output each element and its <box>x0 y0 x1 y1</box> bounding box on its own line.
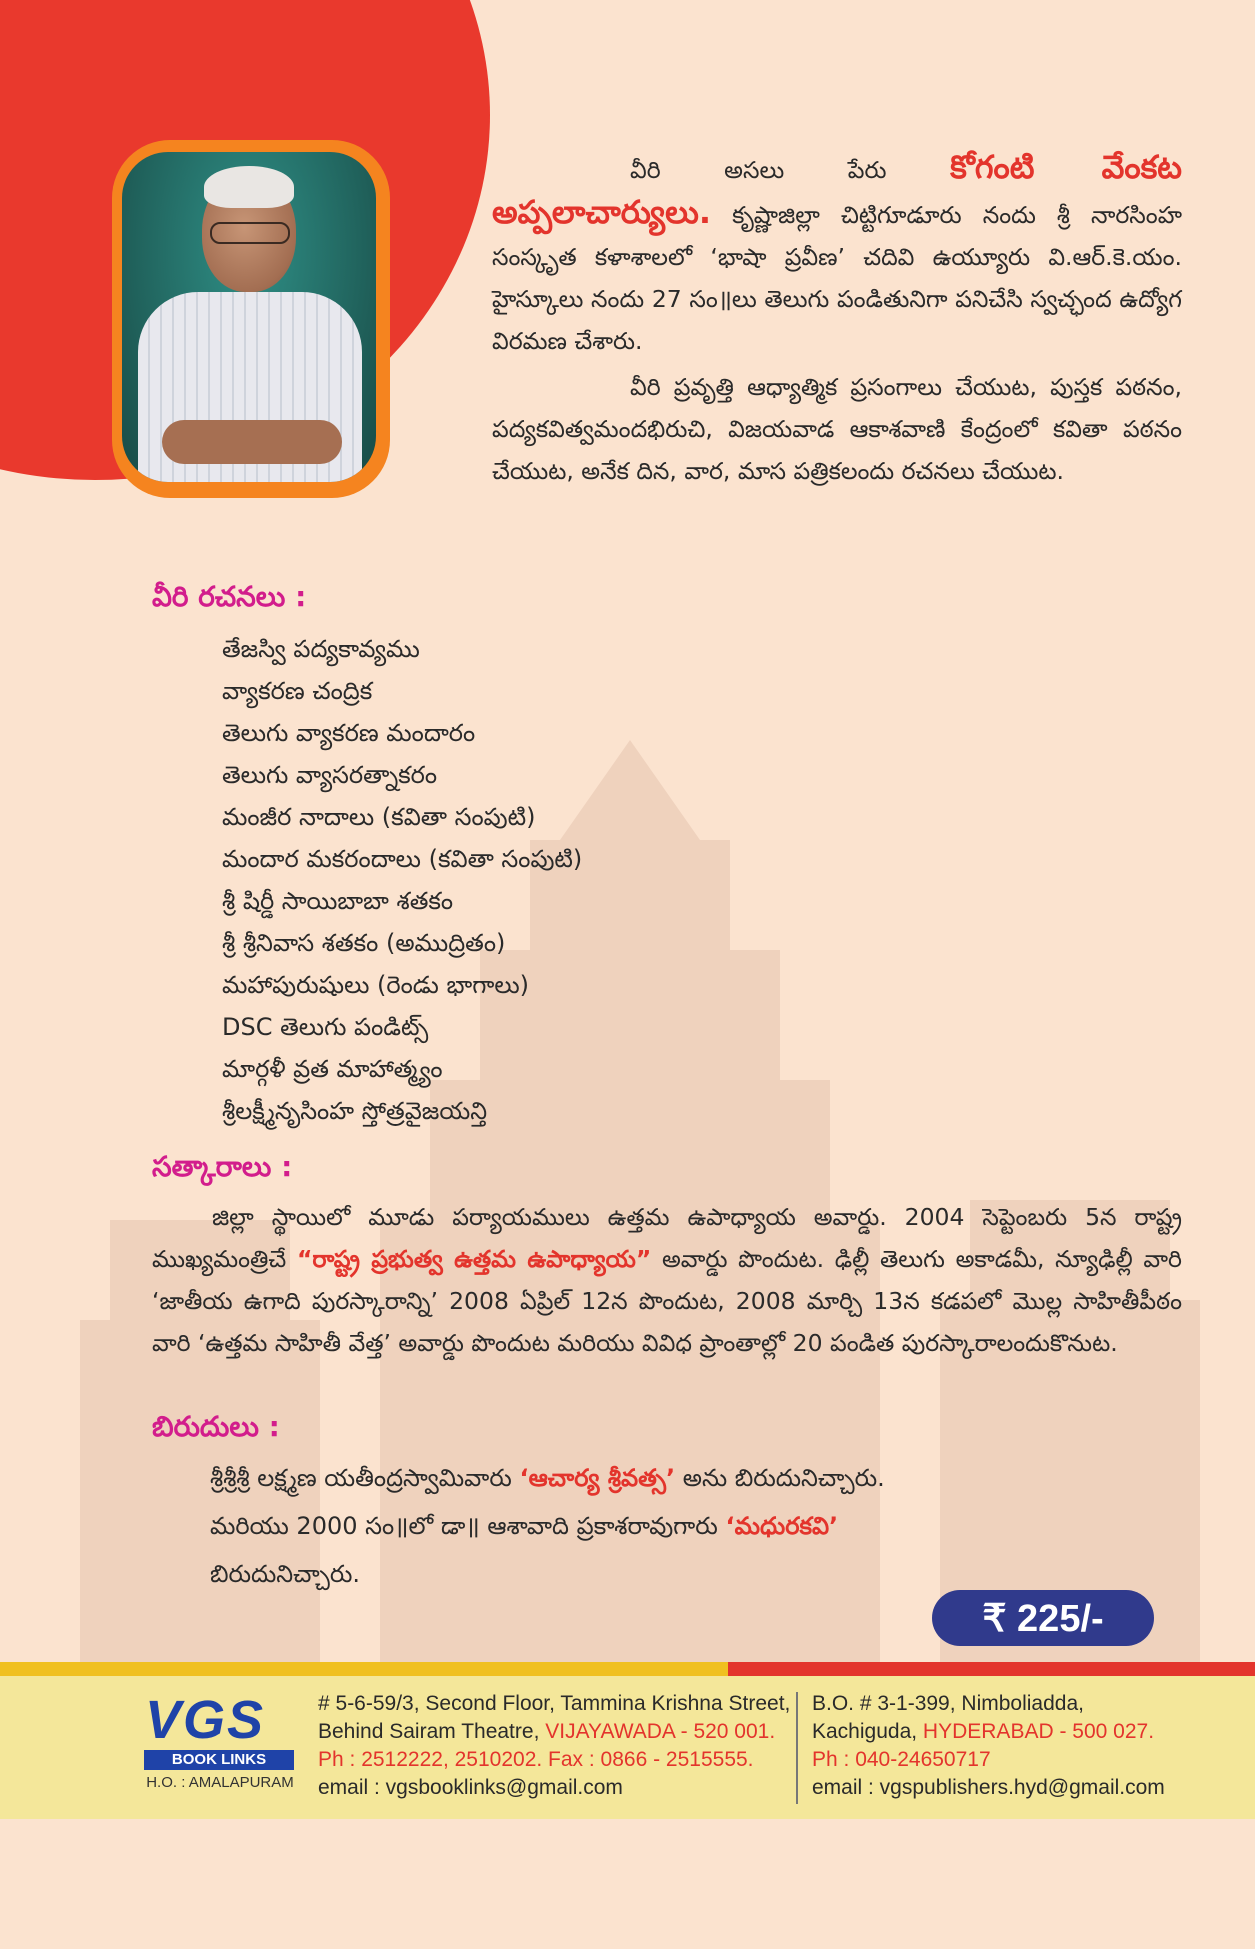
titles-line-1 <box>210 1454 1190 1502</box>
awards-text <box>152 1196 1182 1364</box>
intro-p2-text: వీరి ప్రవృత్తి ఆధ్యాత్మిక ప్రసంగాలు చేయుట, పుస్తక పఠనం, పద్యకవిత్వమందభిరుచి, విజయవాడ ఆకాశవాణి కేంద్రంలో కవితా పఠనం చేయుట, అనేక దిన, వార, మాస పత్రికలందు రచనలు చేయుట. <box>492 373 1182 485</box>
footer-stripe <box>0 1662 1255 1676</box>
author-photo <box>122 152 376 482</box>
title-acharya-srivatsa: ‘ఆచార్య శ్రీవత్స’ <box>519 1464 676 1492</box>
titles-line2-a: మరియు 2000 సం॥లో డా॥ ఆశావాది ప్రకాశరావుగారు <box>210 1512 718 1540</box>
publisher-logo <box>110 1692 300 1800</box>
list-item: శ్రీ శ్రీనివాస శతకం (అముద్రితం) <box>222 929 506 957</box>
footer-bottom-band <box>0 1819 1255 1949</box>
awards-text-b: అవార్డు పొందుట. ఢిల్లీ తెలుగు అకాడమీ, న్యూఢిల్లీ వారి ‘జాతీయ ఉగాది పురస్కారాన్ని’ 2008 ఏప్రిల్ 12న పొందుట, 2008 మార్చి 13న కడపలో మొల్ల సాహితీపీఠం వారి ‘ఉత్తమ సాహితీ వేత్త’ అవార్డు పొందుట మరియు వివిధ ప్రాంతాల్లో 20 పండిత పురస్కారాలందుకొనుట. <box>152 1245 1182 1357</box>
works-list <box>222 628 582 1132</box>
author-intro <box>492 146 1182 492</box>
awards-heading: సత్కారాలు : <box>152 1150 293 1183</box>
address-email: email : vgsbooklinks@gmail.com <box>318 1776 623 1799</box>
address-line: B.O. # 3-1-399, Nimboliadda, <box>812 1692 1084 1715</box>
author-glasses <box>210 222 290 244</box>
list-item: మహాపురుషులు (రెండు భాగాలు) <box>222 971 530 999</box>
list-item: శ్రీలక్ష్మీనృసింహ స్తోత్రవైజయన్తి <box>222 1097 488 1125</box>
list-item: తేజస్వి పద్యకావ్యము <box>222 635 420 663</box>
price-badge: ₹ 225/- <box>932 1590 1154 1646</box>
address-line: # 5-6-59/3, Second Floor, Tammina Krishna Street, <box>318 1692 791 1715</box>
author-hair <box>204 166 294 208</box>
titles-text <box>210 1454 1190 1598</box>
list-item: మంజీర నాదాలు (కవితా సంపుటి) <box>222 803 536 831</box>
address-city: HYDERABAD - 500 027. <box>922 1720 1155 1743</box>
author-arms <box>162 420 342 464</box>
works-heading: వీరి రచనలు : <box>152 580 307 613</box>
address-city: VIJAYAWADA - 520 001. <box>545 1720 776 1743</box>
address-email: email : vgspublishers.hyd@gmail.com <box>812 1776 1165 1799</box>
vijayawada-address <box>318 1690 790 1802</box>
intro-lead: వీరి అసలు పేరు <box>630 156 887 184</box>
intro-paragraph-1 <box>492 146 1182 362</box>
logo-wordmark: VGS <box>144 1690 266 1750</box>
address-phone: Ph : 040-24650717 <box>812 1748 991 1771</box>
footer-divider <box>796 1692 798 1804</box>
titles-line1-a: శ్రీశ్రీశ్రీ లక్ష్మణ యతీంద్రస్వామివారు <box>210 1464 512 1492</box>
list-item: DSC తెలుగు పండిట్స్ <box>222 1013 429 1041</box>
titles-line1-b: అను బిరుదునిచ్చారు. <box>682 1464 885 1492</box>
list-item: తెలుగు వ్యాకరణ మందారం <box>222 719 476 747</box>
list-item: తెలుగు వ్యాసరత్నాకరం <box>222 761 438 789</box>
address-street: Behind Sairam Theatre, <box>318 1720 546 1743</box>
list-item: మందార మకరందాలు (కవితా సంపుటి) <box>222 845 583 873</box>
intro-rest: కృష్ణాజిల్లా చిట్టిగూడూరు నందు శ్రీ నారసింహ సంస్కృత కళాశాలలో ‘భాషా ప్రవీణ’ చదివి ఉయ్యూరు వి.ఆర్.కె.యం. హైస్కూలు నందు 27 సం॥లు తెలుగు పండితునిగా పనిచేసి స్వచ్ఛంద ఉద్యోగ విరమణ చేశారు. <box>492 201 1182 355</box>
address-line <box>812 1718 1165 1746</box>
titles-heading: బిరుదులు : <box>152 1410 280 1443</box>
titles-line-3: బిరుదునిచ్చారు. <box>210 1560 360 1588</box>
logo-subtitle: BOOK LINKS <box>144 1750 294 1770</box>
author-name: కోగంటి వేంకట అప్పలాచార్యులు. <box>492 148 1182 231</box>
intro-paragraph-2 <box>492 366 1182 492</box>
hyderabad-address <box>812 1690 1165 1802</box>
logo-head-office: H.O. : AMALAPURAM <box>146 1774 294 1791</box>
list-item: మార్గళీ వ్రత మాహాత్మ్యం <box>222 1055 443 1083</box>
list-item: శ్రీ షిర్డీ సాయిబాబా శతకం <box>222 887 454 915</box>
list-item: వ్యాకరణ చంద్రిక <box>222 677 373 705</box>
state-award-highlight: “రాష్ట్ర ప్రభుత్వ ఉత్తమ ఉపాధ్యాయ” <box>296 1245 652 1273</box>
address-street: Kachiguda, <box>812 1720 923 1743</box>
address-phone: Ph : 2512222, 2510202. Fax : 0866 - 2515555. <box>318 1748 754 1771</box>
awards-text-a: జిల్లా స్థాయిలో మూడు పర్యాయములు ఉత్తమ ఉపాధ్యాయ అవార్డు. 2004 సెప్టెంబరు 5న రాష్ట్ర ముఖ్యమంత్రిచే <box>152 1203 1182 1273</box>
address-line <box>318 1718 790 1746</box>
titles-line-2 <box>210 1502 1190 1550</box>
title-madhurakavi: ‘మధురకవి’ <box>725 1512 839 1540</box>
